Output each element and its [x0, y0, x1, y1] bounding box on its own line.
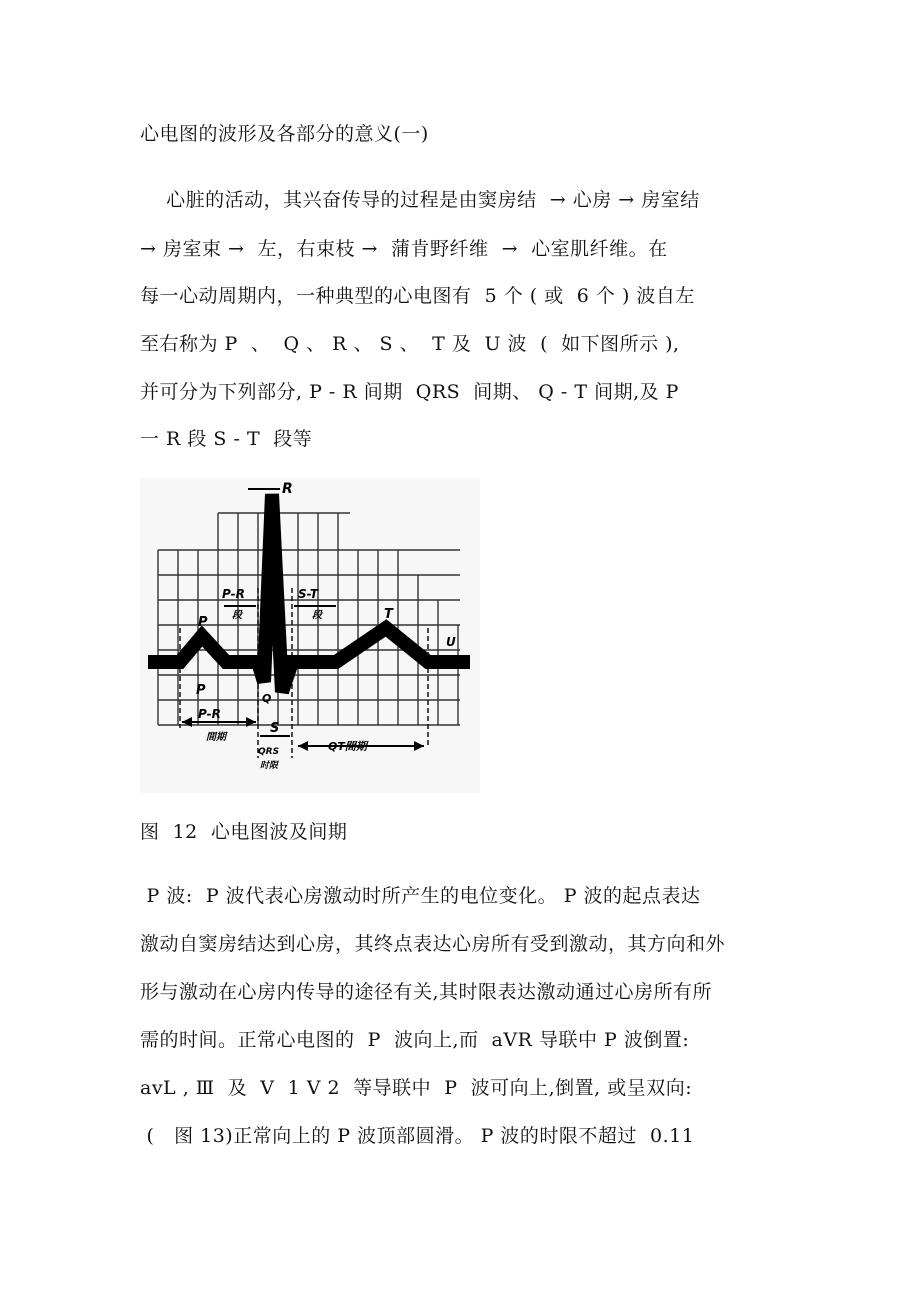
figure-caption: 图 12 心电图波及间期: [140, 821, 348, 843]
pr-segment-sub: 段: [232, 610, 242, 621]
document-title: 心电图的波形及各部分的意义(一): [140, 123, 429, 145]
r-wave-label: R: [282, 481, 293, 497]
p-wave-line: 需的时间。正常心电图的 P 波向上,而 aVR 导联中 P 波倒置:: [140, 1029, 690, 1051]
intro-line: 每一心动周期内，一种典型的心电图有 5 个 ( 或 6 个 ) 波自左: [140, 285, 695, 307]
p-wave-line: P 波: P 波代表心房激动时所产生的电位变化。 P 波的起点表达: [140, 885, 701, 907]
pr-interval-sub: 間期: [206, 732, 226, 743]
intro-line: 心脏的活动，其兴奋传导的过程是由窦房结 → 心房 → 房室结: [140, 189, 700, 211]
p-wave-line: 形与激动在心房内传导的途径有关,其时限表达激动通过心房所有所: [140, 981, 713, 1003]
p-wave-line: avL , Ⅲ 及 V 1 V 2 等导联中 P 波可向上,倒置, 或呈双向:: [140, 1077, 693, 1099]
qrs-interval-label: QRS: [258, 747, 280, 757]
qrs-interval-sub: 时限: [260, 761, 279, 771]
intro-line: 并可分为下列部分, P - R 间期 QRS 间期、 Q - T 间期,及 P: [140, 381, 679, 403]
t-wave-label: T: [384, 607, 393, 622]
p-duration-label: P: [196, 683, 206, 698]
ecg-waveform-figure: [140, 478, 480, 793]
intro-line: 至右称为 P 、 Q 、 R 、 S 、 T 及 U 波 ( 如下图所示 ),: [140, 333, 680, 355]
pr-segment-label: P-R: [222, 587, 245, 601]
intro-line: → 房室束 → 左，右束枝 → 蒲肯野纤维 → 心室肌纤维。在: [140, 238, 668, 260]
intro-line: 一 R 段 S - T 段等: [140, 428, 313, 450]
u-wave-label: U: [446, 635, 456, 649]
s-wave-label: S: [270, 721, 280, 736]
st-segment-label: S-T: [298, 587, 319, 601]
q-wave-label: Q: [262, 692, 272, 705]
p-wave-label: P: [198, 615, 208, 630]
p-wave-line: 激动自窦房结达到心房，其终点表达心房所有受到激动，其方向和外: [140, 933, 726, 955]
pr-interval-label: P-R: [198, 707, 221, 721]
qt-interval-label: QT間期: [328, 740, 367, 753]
st-segment-sub: 段: [312, 610, 322, 621]
p-wave-line: ( 图 13)正常向上的 P 波顶部圆滑。 P 波的时限不超过 0.11: [140, 1125, 695, 1147]
ecg-diagram: [140, 478, 480, 793]
